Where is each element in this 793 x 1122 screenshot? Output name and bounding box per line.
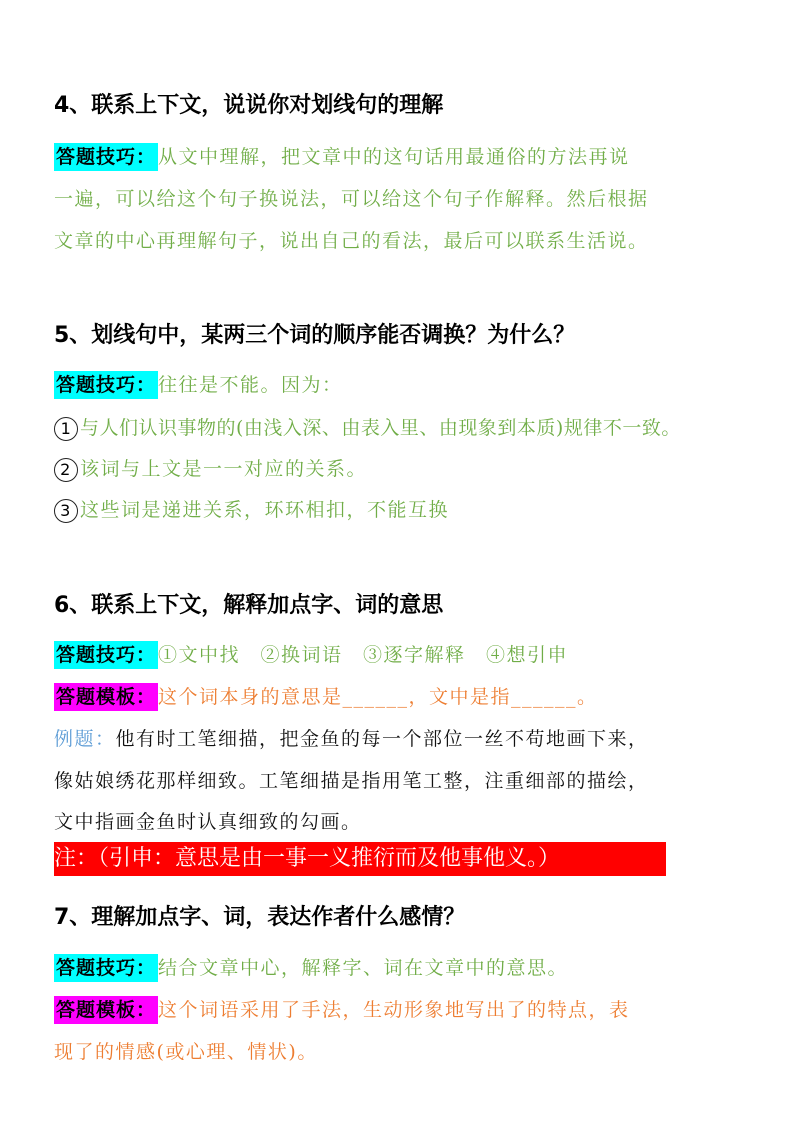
tip-text: 从文中理解，把文章中的这句话用最通俗的方法再说	[158, 146, 630, 168]
tip-label: 答题技巧：	[54, 371, 158, 399]
section-6-heading: 6、联系上下文，解释加点字、词的意思	[54, 593, 444, 618]
tip-text: ①文中找 ②换词语 ③逐字解释 ④想引申	[158, 644, 569, 666]
section-5-item-2	[54, 454, 367, 482]
section-7-template-line-1	[54, 995, 630, 1022]
template-label: 答题模板：	[54, 996, 158, 1024]
template-text: 这个词本身的意思是______，文中是指______。	[158, 686, 598, 708]
section-5-heading: 5、划线句中，某两三个词的顺序能否调换？为什么？	[54, 323, 576, 348]
section-6-example-line-3: 文中指画金鱼时认真细致的勾画。	[54, 811, 362, 833]
section-7-tip-line	[54, 953, 568, 980]
section-6-example-line-1	[54, 724, 649, 751]
section-4-tip-line-1	[54, 142, 630, 169]
section-6-tip-line	[54, 640, 568, 667]
example-text: 他有时工笔细描，把金鱼的每一个部位一丝不苟地画下来，	[115, 728, 649, 750]
item-text: 与人们认识事物的(由浅入深、由表入里、由现象到本质)规律不一致。	[80, 417, 681, 439]
section-7-heading: 7、理解加点字、词，表达作者什么感情？	[54, 905, 466, 930]
example-label: 例题：	[54, 728, 116, 750]
tip-text: 往往是不能。因为：	[158, 374, 343, 396]
section-5-item-1	[54, 413, 681, 441]
circled-number-3: 3	[54, 499, 78, 523]
section-4-tip-line-2: 一遍，可以给这个句子换说法，可以给这个句子作解释。然后根据	[54, 188, 649, 210]
template-label: 答题模板：	[54, 683, 158, 711]
section-4-tip-line-3: 文章的中心再理解句子，说出自己的看法，最后可以联系生活说。	[54, 230, 649, 252]
tip-label: 答题技巧：	[54, 954, 158, 982]
section-6-example-line-2: 像姑娘绣花那样细致。工笔细描是指用笔工整，注重细部的描绘，	[54, 770, 649, 792]
circled-number-2: 2	[54, 458, 78, 482]
section-7-template-line-2: 现了的情感(或心理、情状)。	[54, 1041, 318, 1063]
tip-text: 结合文章中心，解释字、词在文章中的意思。	[158, 957, 569, 979]
note-banner: 注：（引申：意思是由一事一义推衍而及他事他义。）	[54, 842, 666, 876]
section-4-heading: 4、联系上下文，说说你对划线句的理解	[54, 93, 444, 118]
item-text: 这些词是递进关系，环环相扣，不能互换	[80, 499, 450, 521]
section-5-tip-line	[54, 370, 343, 397]
template-text: 这个词语采用了手法，生动形象地写出了的特点，表	[158, 999, 630, 1021]
tip-label: 答题技巧：	[54, 641, 158, 669]
item-text: 该词与上文是一一对应的关系。	[80, 458, 368, 480]
section-6-template-line	[54, 682, 598, 709]
circled-number-1: 1	[54, 417, 78, 441]
section-5-item-3	[54, 495, 449, 523]
tip-label: 答题技巧：	[54, 143, 158, 171]
